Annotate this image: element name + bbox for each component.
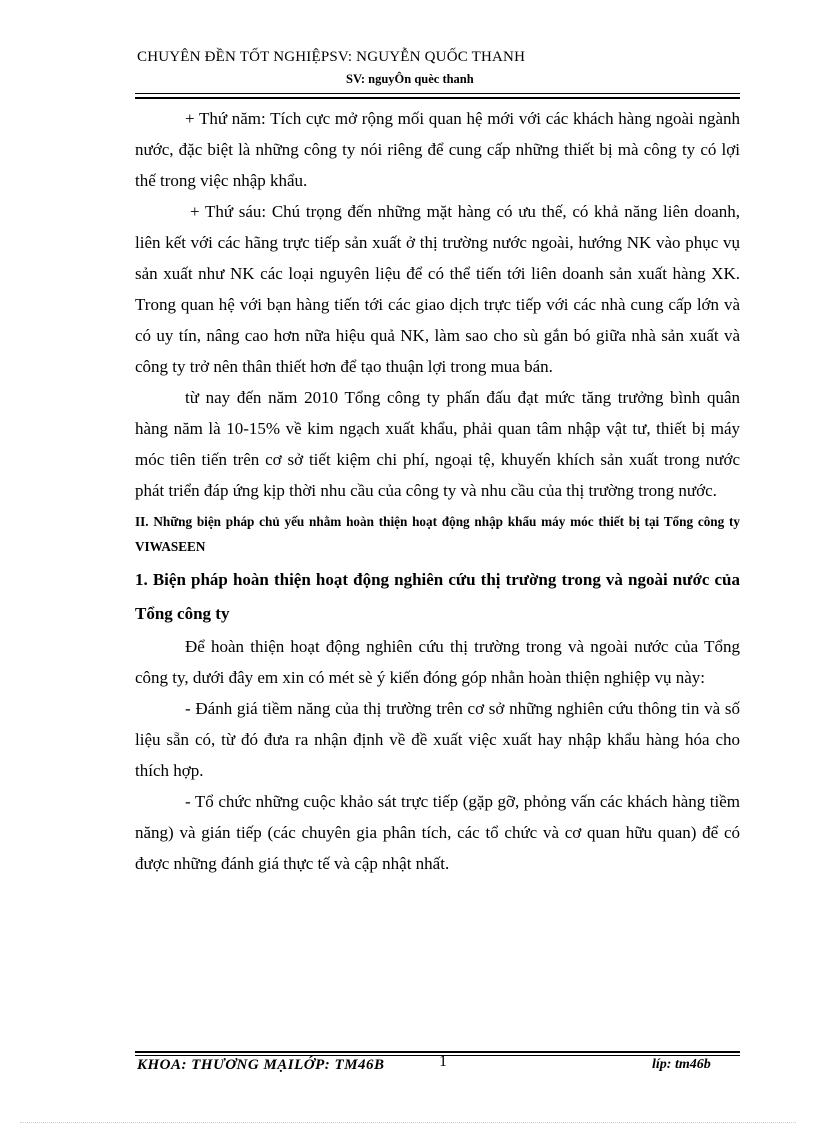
header-rule-thick — [135, 97, 740, 99]
paragraph-thu-sau: + Thứ sáu: Chú trọng đến những mặt hàng có ưu thế, có khả năng liên doanh, liên kết với các hãng trực tiếp sản xuất ở thị trường nước ngoài, hướng NK vào phục vụ sản xuất như NK các loại nguyên liệu để có thể tiến tới liên doanh sản xuất hàng XK. Trong quan hệ với bạn hàng tiến tới các giao dịch trực tiếp với các nhà cung cấp lớn và có uy tín, nâng cao hơn nữa hiệu quả NK, làm sao cho sù gắn bó giữa nhà sản xuất và công ty trở nên thân thiết hơn để tạo thuận lợi trong mua bán. — [135, 202, 740, 376]
subsection-heading-1: 1. Biện pháp hoàn thiện hoạt động nghiên cứu thị trường trong và ngoài nước của Tổng công ty — [135, 570, 740, 623]
header-rule-thin — [135, 93, 740, 94]
page-number: 1 — [439, 1053, 447, 1070]
page-body — [135, 103, 740, 879]
section-heading-ii: II. Những biện pháp chủ yếu nhằm hoàn thiện hoạt động nhập khẩu máy móc thiết bị tại Tổng công ty VIWASEEN — [135, 514, 740, 554]
paragraph-assess-potential: - Đánh giá tiềm năng của thị trường trên cơ sở những nghiên cứu thông tin và số liệu sẵn có, từ đó đưa ra nhận định về đề xuất việc xuất hay nhập khẩu hàng hóa cho thích hợp. — [135, 699, 740, 780]
footer-faculty-class: KHOA: THƯƠNG MẠILỚP: TM46B — [137, 1057, 385, 1073]
footer-rule-thick — [135, 1051, 740, 1053]
footer-class-code: líp: tm46b — [652, 1057, 711, 1072]
header-subtitle: SV: nguyÔn quèc thanh — [346, 72, 474, 86]
footer-rule-thin — [135, 1055, 740, 1056]
paragraph-organize-surveys: - Tổ chức những cuộc khảo sát trực tiếp (gặp gỡ, phỏng vấn các khách hàng tiềm năng) và gián tiếp (các chuyên gia phân tích, các tổ chức và cơ quan hữu quan) để có được những đánh giá thực tế và cập nhật nhất. — [135, 792, 740, 873]
paragraph-intro-measures: Để hoàn thiện hoạt động nghiên cứu thị trường trong và ngoài nước của Tổng công ty, dưới đây em xin có mét sè ý kiến đóng góp nhằn hoàn thiện nghiệp vụ này: — [135, 637, 740, 687]
paragraph-growth-target: từ nay đến năm 2010 Tổng công ty phấn đấu đạt mức tăng trưởng bình quân hàng năm là 10-15% về kim ngạch xuất khẩu, phải quan tâm nhập vật tư, thiết bị máy móc tiên tiến trên cơ sở tiết kiệm chi phí, ngoại tệ, khuyến khích sản xuất trong nước phát triển đáp ứng kịp thời nhu cầu của công ty và nhu cầu của thị trường trong nước. — [135, 388, 740, 500]
header-title: CHUYÊN ĐỀN TỐT NGHIỆPSV: NGUYỄN QUỐC THANH — [137, 49, 526, 65]
paragraph-thu-nam: + Thứ năm: Tích cực mở rộng mối quan hệ mới với các khách hàng ngoài ngành nước, đặc biệt là những công ty nói riêng để cung cấp những thiết bị mà công ty có lợi thế trong việc nhập khẩu. — [135, 109, 740, 190]
